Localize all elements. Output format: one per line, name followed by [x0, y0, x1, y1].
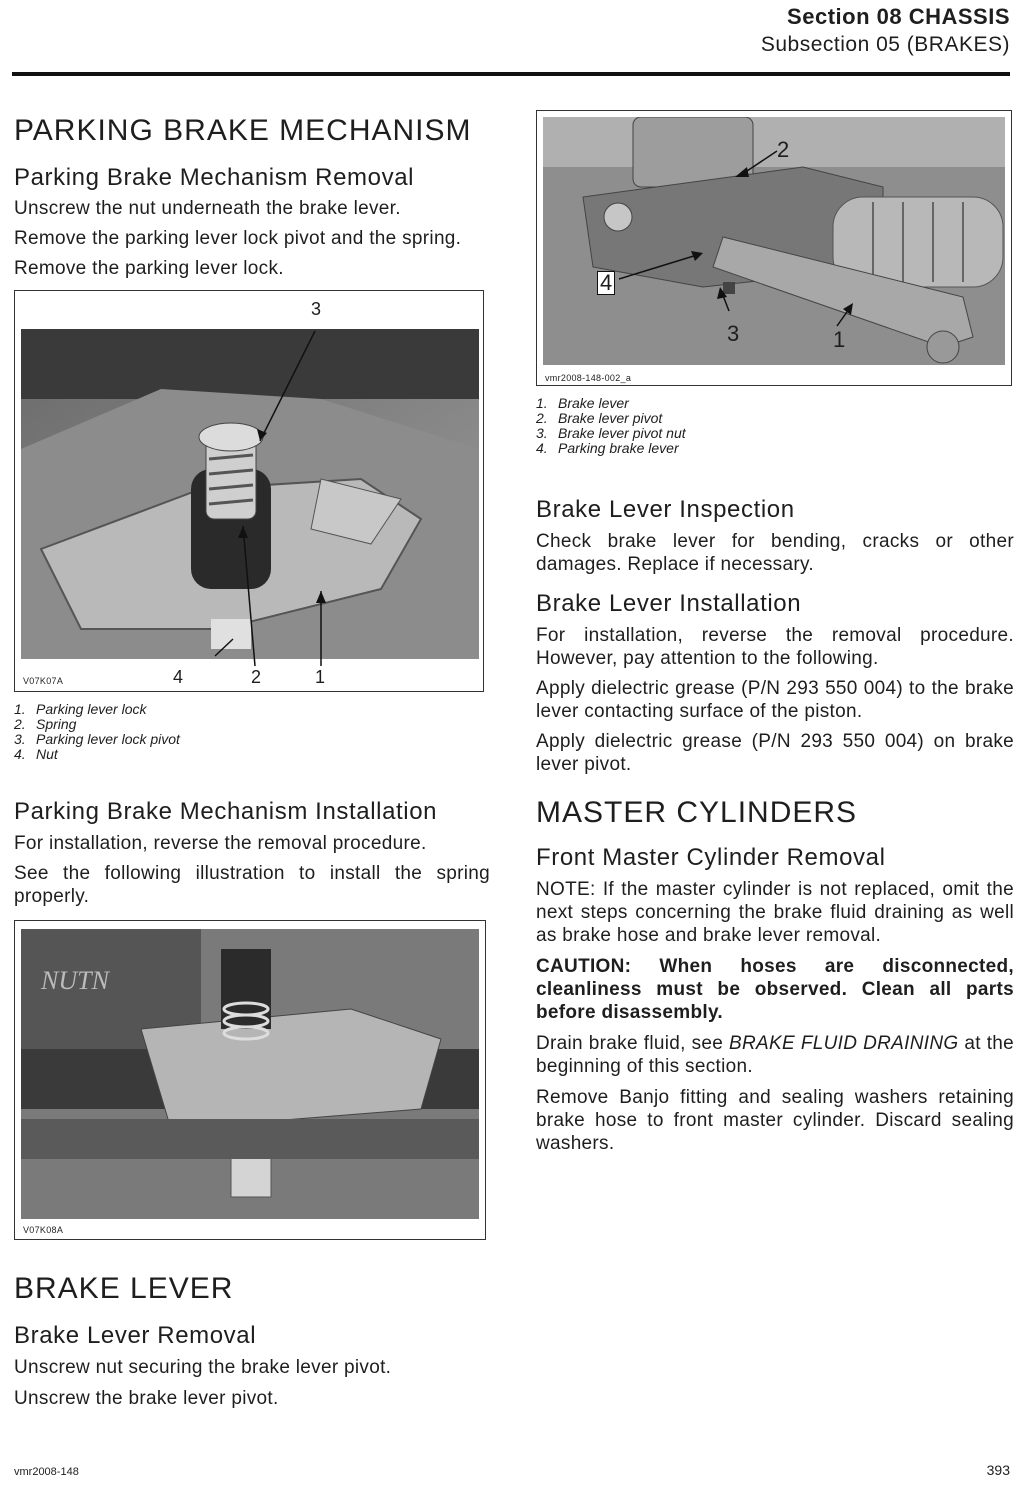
figure-1-callout-lines	[15, 291, 485, 693]
legend-item: 2. Brake lever pivot	[536, 410, 663, 426]
para-note: NOTE: If the master cylinder is not replaced, omit the next steps concerning the brake fluid draining as well as brake hose and brake lever removal.	[536, 879, 1014, 946]
para-caution	[536, 955, 1014, 1024]
para-install-2: See the following illustration to install the spring properly.	[14, 863, 490, 907]
left-column	[14, 110, 490, 1410]
para-installation-3: Apply dielectric grease (P/N 293 550 004) on brake lever pivot.	[536, 731, 1014, 775]
para-installation-2: Apply dielectric grease (P/N 293 550 004) to the brake lever contacting surface of the piston.	[536, 678, 1014, 722]
figure-brake-lever	[536, 110, 1012, 386]
figure-3-callout-2: 2	[777, 137, 790, 162]
figure-1-id: V07K07A	[23, 676, 64, 686]
figure-3-callout-3: 3	[727, 321, 740, 346]
figure-2-id: V07K08A	[23, 1225, 64, 1235]
cross-reference: BRAKE FLUID DRAINING	[729, 1033, 959, 1054]
para-inspection: Check brake lever for bending, cracks or other damages. Replace if necessary.	[536, 531, 1014, 575]
figure-3-id: vmr2008-148-002_a	[545, 373, 632, 383]
legend-item: 1. Parking lever lock	[14, 701, 147, 717]
heading-parking-removal: Parking Brake Mechanism Removal	[14, 164, 415, 191]
para-installation-1: For installation, reverse the removal procedure. However, pay attention to the following.	[536, 625, 1014, 669]
figure-parking-lever	[14, 290, 484, 692]
caution-text: When hoses are disconnected, cleanliness must be observed. Clean all parts before disassembly.	[536, 956, 1014, 1023]
heading-inspection: Brake Lever Inspection	[536, 496, 795, 523]
heading-parking-install: Parking Brake Mechanism Installation	[14, 798, 438, 825]
caution-label: CAUTION:	[536, 956, 632, 977]
para-removal-1: Unscrew the nut underneath the brake lever.	[14, 198, 401, 219]
para-removal-3: Remove the parking lever lock.	[14, 258, 284, 279]
para-drain: Drain brake fluid, see BRAKE FLUID DRAINING at the beginning of this section.	[536, 1033, 1015, 1077]
figure-spring	[14, 920, 486, 1240]
figure-1-callout-3: 3	[311, 299, 322, 319]
subsection-title: Subsection 05 (BRAKES)	[760, 33, 1010, 56]
para-lever-removal-1: Unscrew nut securing the brake lever pivot.	[14, 1357, 392, 1378]
heading-parking-brake: PARKING BRAKE MECHANISM	[14, 114, 472, 147]
legend-item: 4. Nut	[14, 746, 58, 762]
figure-3-callout-1: 1	[833, 327, 846, 352]
heading-installation: Brake Lever Installation	[536, 590, 802, 617]
right-column	[536, 110, 1014, 1155]
heading-brake-lever: BRAKE LEVER	[14, 1272, 234, 1305]
legend-item: 2. Spring	[14, 716, 77, 732]
heading-front-master-removal: Front Master Cylinder Removal	[536, 844, 886, 871]
para-install-1: For installation, reverse the removal procedure.	[14, 833, 427, 854]
legend-item: 3. Parking lever lock pivot	[14, 731, 180, 747]
footer-doc-id: vmr2008-148	[14, 1466, 79, 1478]
legend-item: 3. Brake lever pivot nut	[536, 425, 686, 441]
figure-3-legend	[536, 396, 1014, 456]
heading-master-cylinders: MASTER CYLINDERS	[536, 796, 858, 829]
legend-item: 1. Brake lever	[536, 395, 629, 411]
para-removal-2: Remove the parking lever lock pivot and the spring.	[14, 228, 462, 249]
svg-text:NUTN: NUTN	[41, 966, 109, 995]
page-number: 393	[986, 1462, 1010, 1478]
figure-1-callout-4: 4	[173, 667, 184, 687]
heading-brake-lever-removal: Brake Lever Removal	[14, 1322, 257, 1349]
figure-3-callout-lines	[537, 111, 1013, 387]
figure-1-legend	[14, 702, 490, 762]
para-banjo: Remove Banjo fitting and sealing washers retaining brake hose to front master cylinder. Discard sealing washers.	[536, 1087, 1014, 1154]
figure-3-callout-4: 4	[597, 271, 615, 295]
para-lever-removal-2: Unscrew the brake lever pivot.	[14, 1388, 279, 1409]
figure-1-callout-2: 2	[251, 667, 262, 687]
photo-spring	[21, 929, 479, 1219]
header-rule	[12, 72, 1010, 76]
figure-1-callout-1: 1	[315, 667, 326, 687]
legend-item: 4. Parking brake lever	[536, 440, 679, 456]
section-title: Section 08 CHASSIS	[787, 4, 1010, 29]
